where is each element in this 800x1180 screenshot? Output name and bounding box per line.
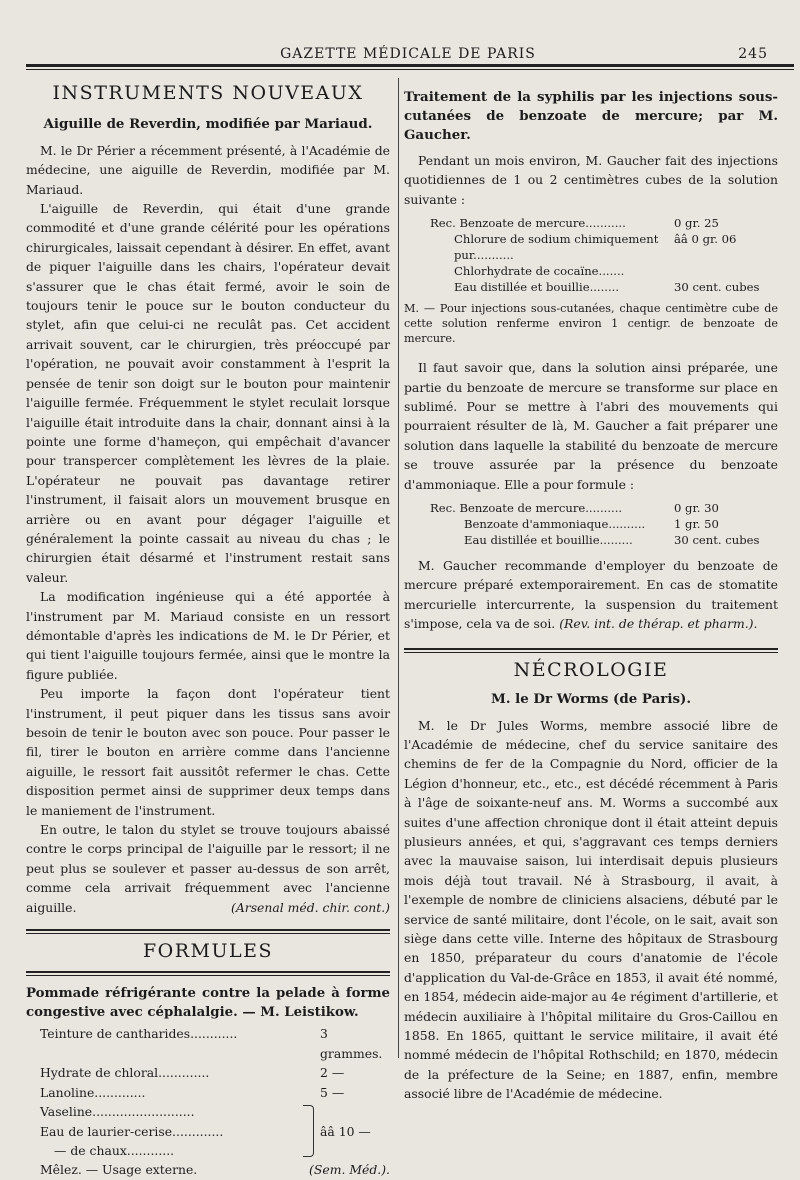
formula-quantity: ââ 10 — — [320, 1123, 371, 1139]
formula-ingredient: Eau de laurier-cerise............. — [40, 1123, 224, 1139]
formula-title: Pommade réfrigérante contre la pelade à forme congestive avec céphalalgie. — M. Leistikow. — [26, 986, 390, 1021]
formula-row — [26, 1083, 390, 1102]
brace — [303, 1105, 314, 1157]
article-title-reverdin: Aiguille de Reverdin, modifiée par Mariaud. — [43, 116, 373, 133]
prescription — [404, 215, 778, 295]
prescription-row — [430, 516, 778, 532]
prescription-quantity: 0 gr. 25 — [674, 216, 719, 231]
formula-ingredient: Teinture de cantharides............ — [40, 1026, 238, 1042]
prescription-quantity — [674, 263, 778, 279]
prescription-ingredient: Eau distillée et bouillie........ — [454, 280, 620, 295]
header-rule-thin — [26, 69, 794, 70]
prescription-row — [430, 263, 778, 279]
formula-group-items — [40, 1102, 303, 1160]
column-rule — [398, 78, 399, 1058]
formula-footer — [26, 1160, 390, 1179]
page-number: 245 — [738, 46, 768, 62]
prescription-row — [430, 532, 778, 548]
section-title-formules: FORMULES — [142, 940, 274, 963]
formula-ingredient: Hydrate de chloral............. — [40, 1065, 210, 1081]
formula-ingredient: — de chaux............ — [54, 1142, 175, 1158]
prescription-ingredient: Chlorhydrate de cocaïne....... — [454, 264, 625, 279]
prescription-quantity: ââ 0 gr. 06 — [674, 232, 737, 247]
source-citation: (Arsenal méd. chir. cont.) — [230, 899, 390, 915]
paragraph-text: M. Gaucher recommande d'employer du benzoate de mercure préparé extemporairement. En cas de stomatite mercurielle intercurrente, la suspension du traitement s'impose, cela va de soi. — [404, 558, 778, 632]
prescription-ingredient: Rec. Benzoate de mercure........... — [430, 216, 626, 231]
prescription-row — [430, 231, 778, 263]
prescription — [404, 500, 778, 548]
prescription-ingredient: Rec. Benzoate de mercure.......... — [430, 501, 623, 516]
prescription-row — [430, 215, 778, 231]
formula-row — [26, 1024, 390, 1063]
formula-ingredient: Vaseline.......................... — [40, 1104, 195, 1120]
section-divider — [26, 971, 390, 976]
paragraph: La modification ingénieuse qui a été apportée à l'instrument par M. Mariaud consiste en un ressort démontable d'après les indications de M. le Dr Périer, et qui tient l'aiguille toujours fermée, ainsi que le montre la figure publiée. — [26, 589, 390, 682]
formula-row — [26, 1063, 390, 1082]
prescription-quantity: 0 gr. 30 — [674, 501, 719, 516]
prescription-quantity: 30 cent. cubes — [674, 280, 760, 295]
prescription-quantity: 30 cent. cubes — [674, 533, 760, 548]
paragraph: M. le Dr Périer a récemment présenté, à l'Académie de médecine, une aiguille de Reverdin, modifiée par M. Mariaud. — [26, 142, 390, 197]
article-title-syphilis: Traitement de la syphilis par les injections sous-cutanées de benzoate de mercure; par M. Gaucher. — [404, 89, 778, 143]
prescription-ingredient: Chlorure de sodium chimiquement pur........... — [454, 232, 659, 263]
journal-title: GAZETTE MÉDICALE DE PARIS — [280, 46, 536, 62]
left-column — [26, 78, 390, 1180]
prescription-row — [430, 279, 778, 295]
header-rule — [26, 64, 794, 67]
formula-quantity: 3 grammes. — [320, 1026, 383, 1061]
source-citation: (Rev. int. de thérap. et pharm.). — [559, 616, 758, 632]
obituary-subtitle: M. le Dr Worms (de Paris). — [491, 691, 691, 708]
paragraph-text: En outre, le talon du stylet se trouve toujours abaissé contre le corps principal de l'aiguille par le ressort; il ne peut plus se soulever et passer au-dessus de son arrêt, comme cela arrivait fréquemment avec l'ancienne aiguille. — [26, 822, 390, 915]
prescription-row — [430, 500, 778, 516]
paragraph — [26, 820, 390, 917]
prescription-ingredient: Benzoate d'ammoniaque.......... — [464, 517, 646, 532]
paragraph: M. le Dr Jules Worms, membre associé libre de l'Académie de médecine, chef du service sanitaire des chemins de fer de la Compagnie du Nord, officier de la Légion d'honneur, etc., etc., est décédé récemment à Paris à l'âge de soixante-neuf ans. M. Worms a succombé aux suites d'une affection chronique dont il était atteint depuis plusieurs années, et qui, s'aggravant ces temps derniers avec la mauvaise saison, lui interdisait depuis plusieurs mois déjà tout travail. Né à Strasbourg, il avait, à l'exemple de nombre de cliniciens alsaciens, débuté par le service de santé militaire, dont l'école, on le sait, avait son siège dans cette ville. Interne des hôpitaux de Strasbourg en 1850, préparateur du cours d'anatomie de l'école d'application du Val-de-Grâce en 1853, il avait été nommé, en 1854, médecin aide-major au 4e régiment d'artillerie, et médecin auxiliaire à l'hôpital militaire du Gros-Caillou en 1858. En 1865, quittant le service militaire, il avait été nommé médecin de l'hôpital Rothschild; en 1870, médecin de la préfecture de la Seine; en 1887, enfin, membre associé libre de l'Académie de médecine. — [404, 717, 778, 1102]
formula-quantity: 5 — — [320, 1084, 345, 1100]
right-column — [404, 78, 778, 1104]
paragraph: Pendant un mois environ, M. Gaucher fait des injections quotidiennes de 1 ou 2 centimètres cubes de la solution suivante : — [404, 153, 778, 207]
formula-usage: Mêlez. — Usage externe. — [40, 1162, 198, 1178]
paragraph: L'aiguille de Reverdin, qui était d'une grande commodité et d'une grande célérité pour les opérations chirurgicales, laissait cependant à désirer. En effet, avant de piquer l'aiguille dans les chairs, l'opérateur devait s'assurer que le chas était fermé, avoir le soin de toujours tenir le pouce sur le bouton conducteur du stylet, afin que celui-ci ne reculât pas. Cet accident arrivait souvent, car le chirurgien, très préoccupé par l'opération, ne pouvait avoir constamment à l'esprit la pensée de tenir son doigt sur le bouton pour maintenir l'aiguille fermée. Fréquemment le stylet reculait lorsque l'aiguille était introduite dans la chair, donnant ainsi à la pointe une forme d'hameçon, qui empêchait d'avancer pour transpercer complètement les lèvres de la plaie. L'opérateur ne pouvait pas davantage retirer l'instrument, il faisait alors un mouvement brusque en arrière ou en avant pour dégager l'aiguille et généralement la pointe cassait au niveau du chas ; le chirurgien était désarmé et l'instrument restait sans valeur. — [26, 201, 390, 585]
prescription-quantity: 1 gr. 50 — [674, 517, 719, 532]
section-divider — [26, 929, 390, 934]
section-title-necrologie: NÉCROLOGIE — [513, 658, 669, 681]
formula-group — [26, 1102, 390, 1160]
paragraph — [404, 556, 778, 634]
formula-quantity: 2 — — [320, 1065, 345, 1081]
prescription-note: M. — Pour injections sous-cutanées, chaque centimètre cube de cette solution renferme environ 1 centigr. de benzoate de mercure. — [404, 302, 778, 346]
section-title-instruments: INSTRUMENTS NOUVEAUX — [52, 82, 364, 104]
paragraph: Il faut savoir que, dans la solution ainsi préparée, une partie du benzoate de mercure se transforme sur place en sublimé. Pour se mettre à l'abri des mouvements qui pourraient résulter de là, M. Gaucher a fait préparer une solution dans laquelle la stabilité du benzoate de mercure se trouve assurée par la présence du benzoate d'ammoniaque. Elle a pour formule : — [404, 360, 778, 492]
formula-source: (Sem. Méd.). — [309, 1162, 390, 1178]
paragraph: Peu importe la façon dont l'opérateur tient l'instrument, il peut piquer dans les tissus sans avoir besoin de tenir le bouton avec son pouce. Pour passer le fil, tirer le bouton en arrière comme dans l'ancienne aiguille, le ressort fait aussitôt refermer le chas. Cette disposition permet ainsi de supprimer deux temps dans le maniement de l'instrument. — [26, 686, 390, 818]
formula-ingredient: Lanoline............. — [40, 1084, 146, 1100]
running-header — [28, 42, 788, 64]
prescription-ingredient: Eau distillée et bouillie......... — [464, 533, 633, 548]
section-divider — [404, 648, 778, 653]
